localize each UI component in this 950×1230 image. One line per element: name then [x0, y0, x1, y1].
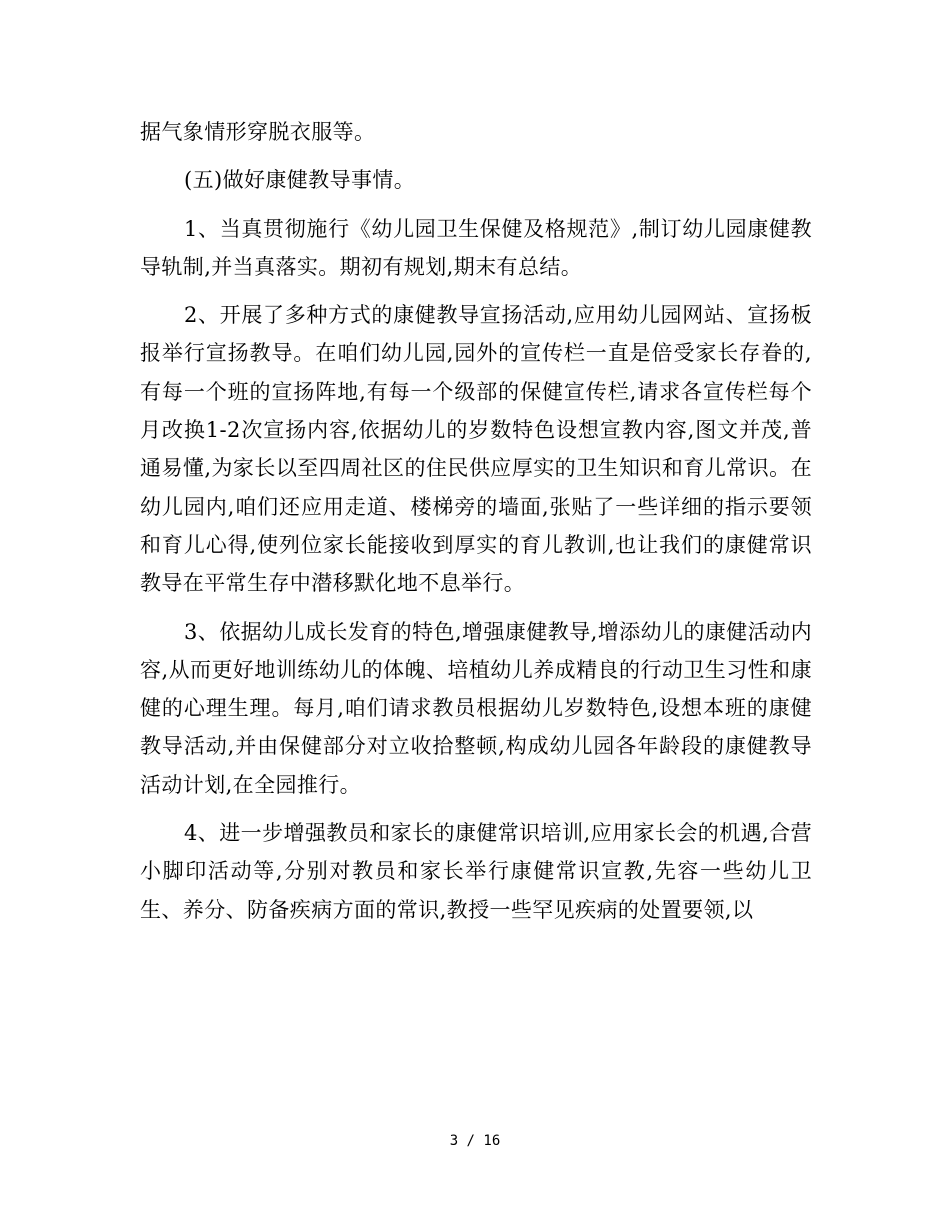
paragraph-item-1: 1、当真贯彻施行《幼儿园卫生保健及格规范》,制订幼儿园康健教导轨制,并当真落实。期初有规划,期末有总结。 — [140, 216, 812, 279]
paragraph-item-4: 4、进一步增强教员和家长的康健常识培训,应用家长会的机遇,合营小脚印活动等,分别对教员和家长举行康健常识宣教,先容一些幼儿卫生、养分、防备疾病方面的常识,教授一些罕见疾病的处置要领,以 — [140, 821, 812, 922]
section-heading: (五)做好康健教导事情。 — [184, 168, 416, 193]
page-number: 3 / 16 — [449, 1133, 501, 1149]
paragraph-item-3: 3、依据幼儿成长发育的特色,增强康健教导,增添幼儿的康健活动内容,从而更好地训练幼儿的体魄、培植幼儿养成精良的行动卫生习性和康健的心理生理。每月,咱们请求教员根据幼儿岁数特色,设想本班的康健教导活动,并由保健部分对立收拾整顿,构成幼儿园各年龄段的康健教导活动计划,在全园推行。 — [140, 619, 812, 797]
document-body — [140, 113, 812, 929]
paragraph-continuation: 据气象情形穿脱衣服等。 — [140, 120, 376, 144]
paragraph-item-2: 2、开展了多种方式的康健教导宣扬活动,应用幼儿园网站、宣扬板报举行宣扬教导。在咱们幼儿园,园外的宣传栏一直是倍受家长存眷的,有每一个班的宣扬阵地,有每一个级部的保健宣传栏,请求各宣传栏每个月改换1-2次宣扬内容,依据幼儿的岁数特色设想宣教内容,图文并茂,普通易懂,为家长以至四周社区的住民供应厚实的卫生知识和育儿常识。在幼儿园内,咱们还应用走道、楼梯旁的墙面,张贴了一些详细的指示要领和育儿心得,使列位家长能接收到厚实的育儿教训,也让我们的康健常识教导在平常生存中潜移默化地不息举行。 — [140, 303, 812, 596]
